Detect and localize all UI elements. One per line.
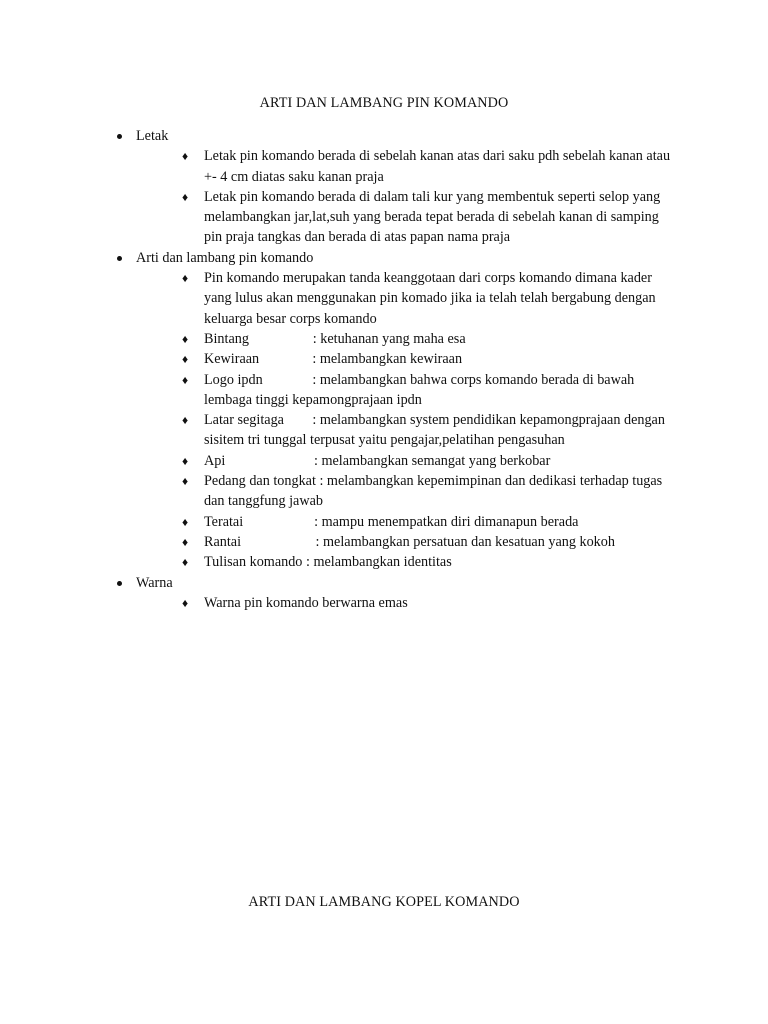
section-label: Letak: [136, 128, 169, 144]
list-item-text: Pin komando merupakan tanda keanggotaan dari corps komando dimana kader yang lulus akan menggunakan pin komado jika ia telah telah bergabung dengan keluarga besar corps komando: [204, 270, 656, 327]
diamond-bullet-icon: ♦: [182, 514, 189, 529]
list-item: [0, 512, 674, 532]
list-item: [0, 552, 674, 572]
diamond-bullet-icon: ♦: [182, 453, 189, 468]
section-warna: [0, 573, 768, 593]
list-item-text: Latar segitaga : melambangkan system pendidikan kepamongprajaan dengan sisitem tri tunggal terpusat yaitu pengajar,pelatihan pengasuhan: [204, 412, 669, 449]
list-item-text: Api : melambangkan semangat yang berkobar: [204, 452, 551, 469]
bullet-dot-icon: [117, 134, 122, 139]
list-item: [0, 329, 674, 349]
diamond-bullet-icon: ♦: [182, 352, 189, 367]
section-label: Warna: [136, 574, 173, 591]
bullet-dot-icon: [117, 256, 122, 261]
list-item-text: Kewiraan : melambangkan kewiraan: [204, 351, 463, 368]
diamond-bullet-icon: ♦: [182, 474, 189, 489]
list-item-text: Letak pin komando berada di sebelah kanan atas dari saku pdh sebelah kanan atau +- 4 cm diatas saku kanan praja: [204, 148, 671, 185]
list-item: [0, 451, 674, 471]
list-item-text: Tulisan komando : melambangkan identitas: [204, 554, 452, 571]
list-item: [0, 370, 674, 411]
list-item-text: Rantai : melambangkan persatuan dan kesatuan yang kokoh: [204, 533, 615, 550]
list-item: [0, 349, 674, 369]
section-label: Arti dan lambang pin komando: [136, 249, 314, 266]
section-arti-dan-lambang: [0, 248, 768, 268]
document-body: [0, 126, 768, 613]
list-item: [0, 146, 674, 187]
diamond-bullet-icon: ♦: [182, 372, 189, 387]
list-item-text: Bintang : ketuhanan yang maha esa: [204, 330, 466, 347]
list-item: [0, 410, 674, 451]
diamond-bullet-icon: ♦: [182, 595, 189, 610]
diamond-bullet-icon: ♦: [182, 189, 189, 204]
bullet-dot-icon: [117, 581, 122, 586]
list-item: [0, 532, 674, 552]
diamond-bullet-icon: ♦: [182, 555, 189, 570]
list-item-text: Logo ipdn : melambangkan bahwa corps komando berada di bawah lembaga tinggi kepamongprajaan ipdn: [204, 371, 638, 408]
list-item-text: Pedang dan tongkat : melambangkan kepemimpinan dan dedikasi terhadap tugas dan tanggfung jawab: [204, 473, 666, 510]
diamond-bullet-icon: ♦: [182, 271, 189, 286]
section-letak: [0, 126, 768, 146]
list-item: [0, 593, 674, 613]
list-item-text: Letak pin komando berada di dalam tali kur yang membentuk seperti selop yang melambangkan jar,lat,suh yang berada tepat berada di sebelah kanan di samping pin praja tangkas dan berada di atas papan nama praja: [204, 188, 661, 246]
list-item-text: Warna pin komando berwarna emas: [204, 594, 408, 611]
diamond-bullet-icon: ♦: [182, 413, 189, 428]
diamond-bullet-icon: ♦: [182, 534, 189, 549]
section-title-kopel: ARTI DAN LAMBANG KOPEL KOMANDO: [248, 894, 520, 910]
document-title: ARTI DAN LAMBANG PIN KOMANDO: [259, 95, 509, 111]
list-item-text: Teratai : mampu menempatkan diri dimanapun berada: [204, 513, 579, 530]
list-item: [0, 187, 674, 248]
list-item: [0, 268, 674, 329]
diamond-bullet-icon: ♦: [182, 149, 189, 164]
diamond-bullet-icon: ♦: [182, 331, 189, 346]
list-item: [0, 471, 674, 512]
